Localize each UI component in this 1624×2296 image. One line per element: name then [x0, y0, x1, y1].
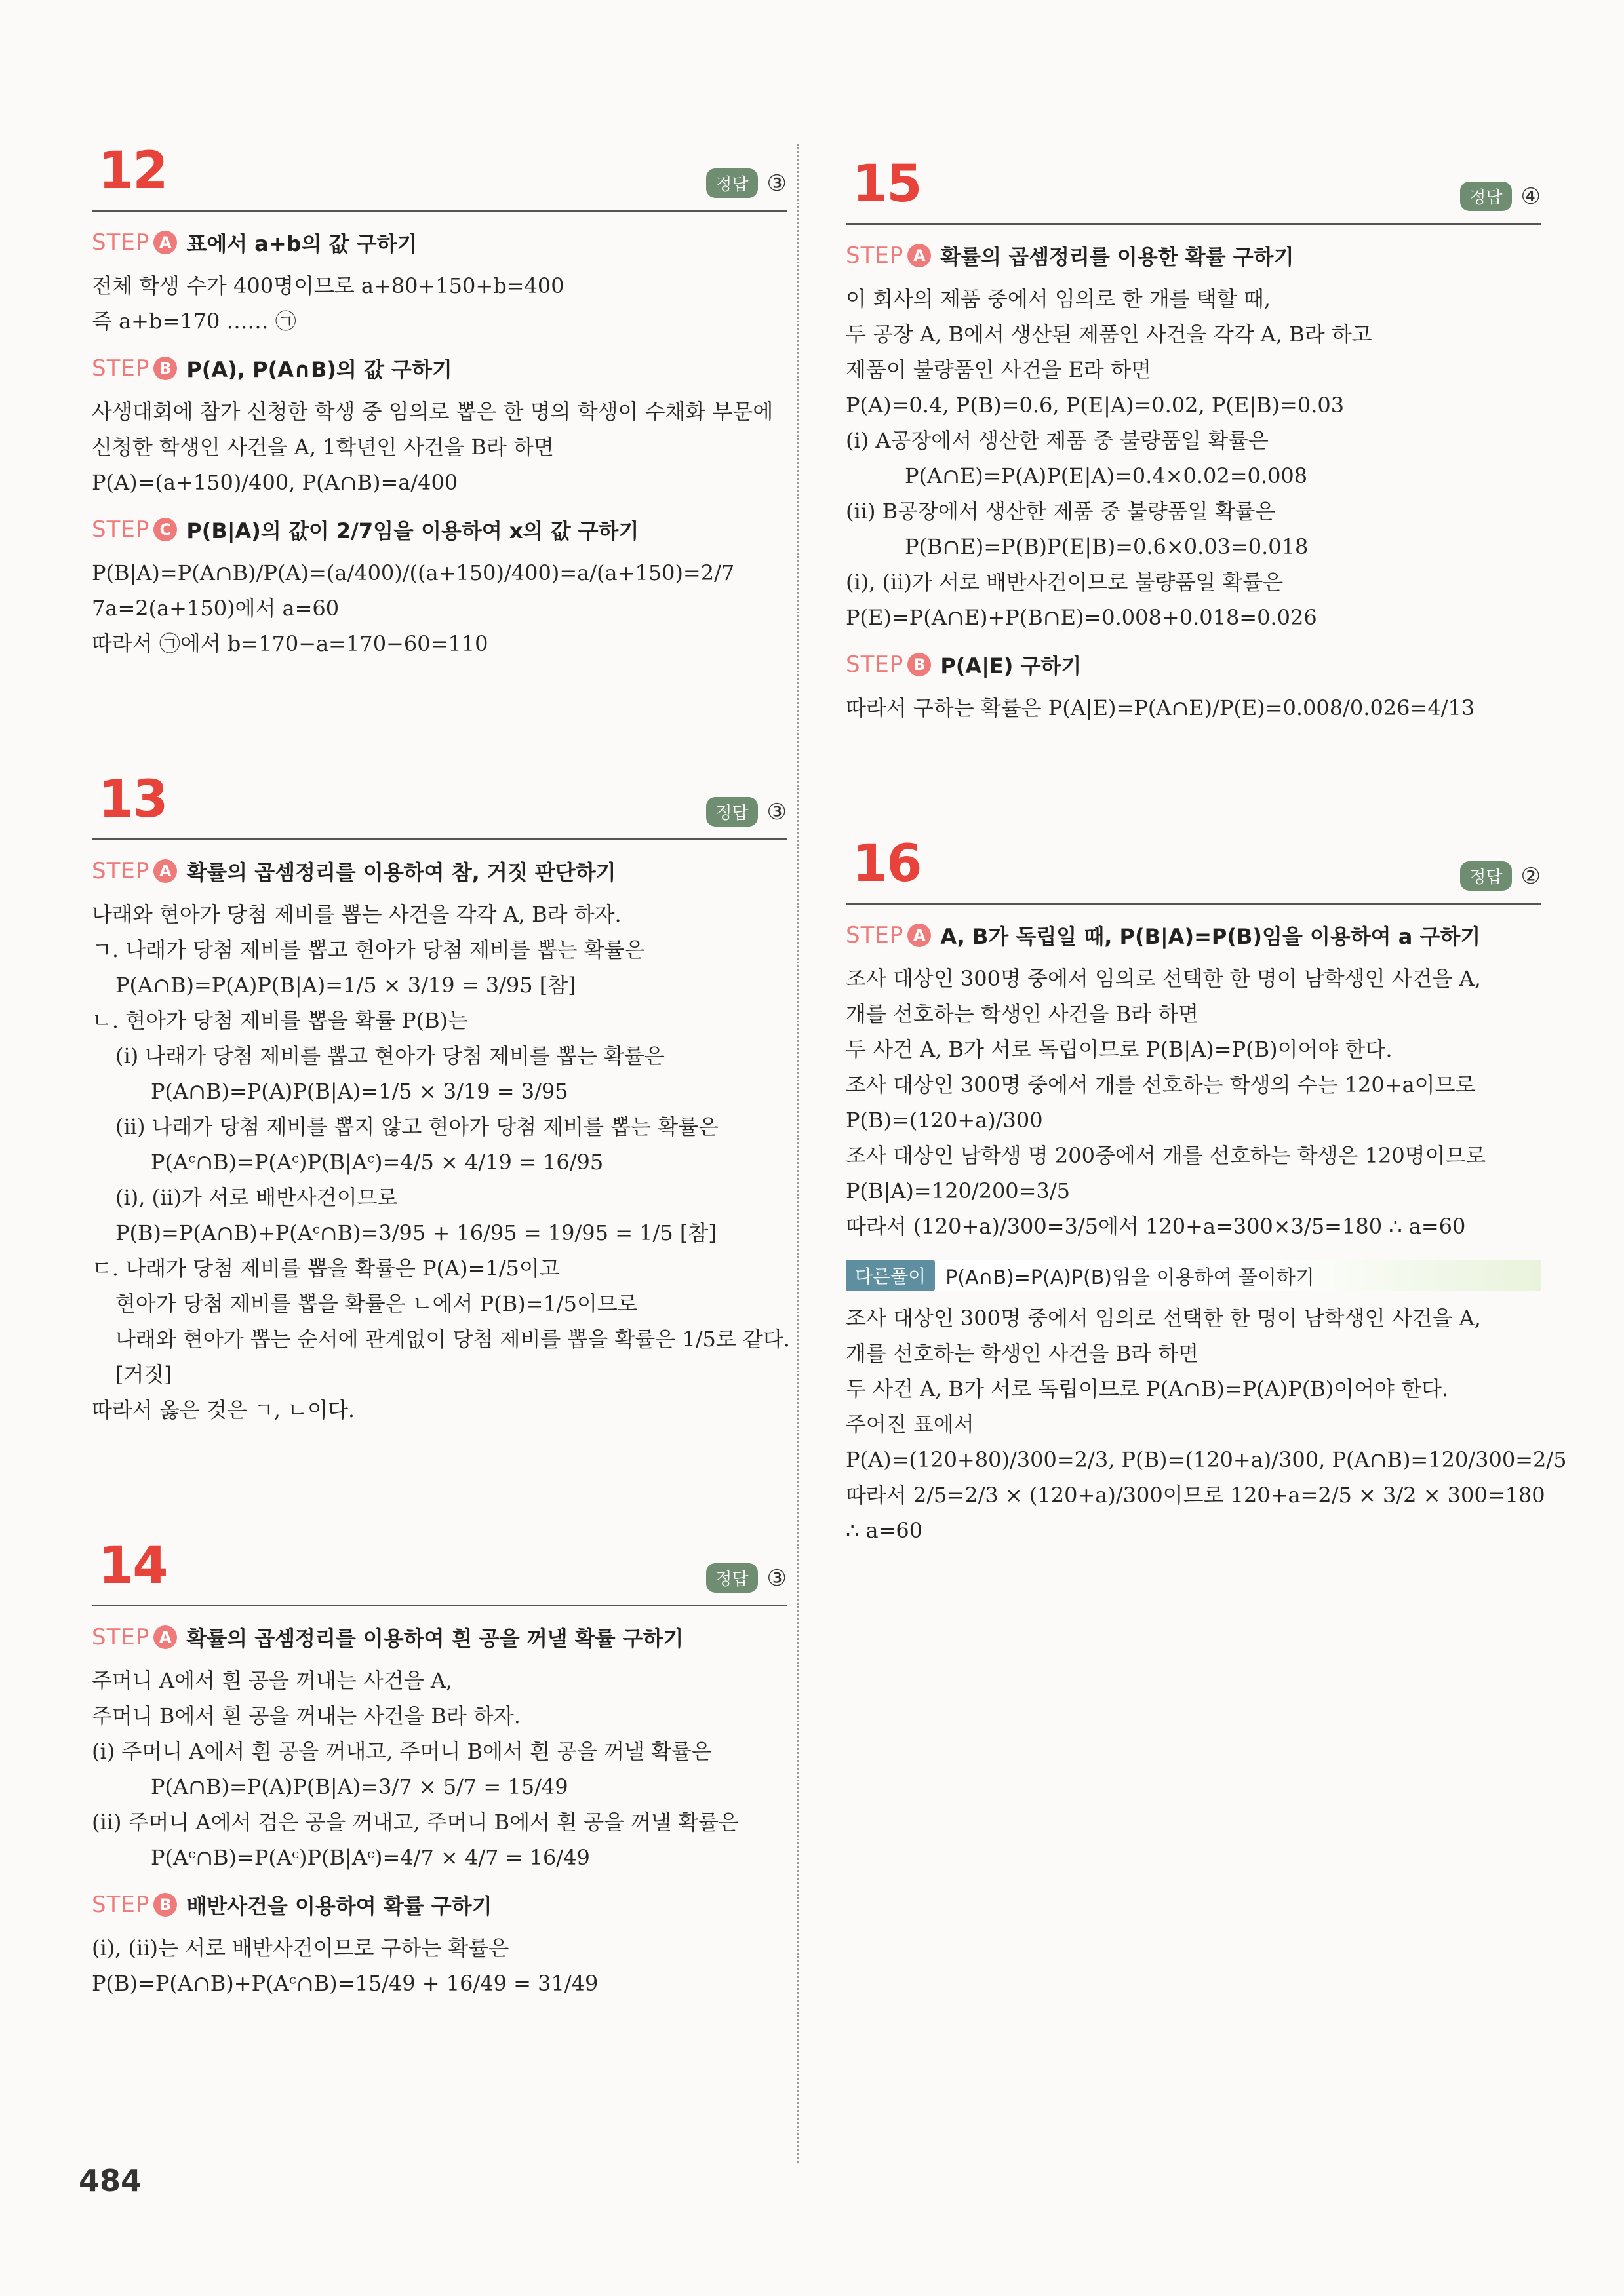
- problem-number: 13: [98, 770, 167, 829]
- step-heading: [92, 353, 787, 383]
- solution-line: P(A∩E)=P(A)P(E|A)=0.4×0.02=0.008: [905, 463, 1308, 488]
- solution-line: P(A∩B)=P(A)P(B|A)=1/5 × 3/19 = 3/95: [151, 1079, 568, 1104]
- solution-line: 즉 a+b=170 …… ㉠: [92, 309, 296, 334]
- answer-label: 정답: [706, 1563, 757, 1593]
- step-badge: A: [153, 859, 177, 883]
- solution-line: 개를 선호하는 학생인 사건을 B라 하면: [846, 1341, 1199, 1366]
- answer-label: 정답: [706, 797, 757, 827]
- solution-line: 신청한 학생인 사건을 A, 1학년인 사건을 B라 하면: [92, 435, 554, 459]
- answer-value: ②: [1520, 863, 1541, 889]
- step-title: 확률의 곱셈정리를 이용한 확률 구하기: [940, 244, 1294, 269]
- step-tag: STEP: [92, 516, 150, 543]
- step-heading: [92, 227, 787, 258]
- answer-box: [706, 797, 787, 827]
- column-divider: [797, 144, 799, 2163]
- problem-header: [92, 1526, 787, 1606]
- step-heading: [92, 515, 787, 545]
- problem-16: [846, 824, 1567, 1548]
- left-column: [92, 131, 790, 2099]
- problem-15: [846, 144, 1541, 726]
- solution-line: P(B∩E)=P(B)P(E|B)=0.6×0.03=0.018: [905, 534, 1309, 559]
- solution-line: P(Aᶜ∩B)=P(Aᶜ)P(B|Aᶜ)=4/5 × 4/19 = 16/95: [151, 1150, 604, 1175]
- answer-value: ④: [1520, 183, 1541, 210]
- answer-box: [1460, 861, 1541, 891]
- problem-14: [92, 1526, 787, 2001]
- step-tag: STEP: [92, 355, 150, 381]
- step-title: 표에서 a+b의 값 구하기: [186, 231, 418, 256]
- solution-line: [거짓]: [115, 1362, 172, 1387]
- solution-line: 전체 학생 수가 400명이므로 a+80+150+b=400: [92, 273, 564, 298]
- solution-line: (ⅰ) 주머니 A에서 흰 공을 꺼내고, 주머니 B에서 흰 공을 꺼낼 확률은: [92, 1739, 712, 1764]
- solution-line: 조사 대상인 300명 중에서 임의로 선택한 한 명이 남학생인 사건을 A,: [846, 966, 1481, 991]
- step-tag: STEP: [92, 1624, 150, 1650]
- solution-line: (ⅰ), (ⅱ)가 서로 배반사건이므로 불량품일 확률은: [846, 570, 1284, 594]
- step-heading: [92, 1622, 787, 1652]
- step-heading: [846, 650, 1541, 680]
- solution-line: 제품이 불량품인 사건을 E라 하면: [846, 357, 1151, 382]
- right-column: [846, 144, 1567, 1646]
- problem-12: [92, 131, 787, 661]
- solution-line: 7a=2(a+150)에서 a=60: [92, 596, 340, 621]
- answer-box: [1460, 182, 1541, 211]
- problem-header: [92, 131, 787, 212]
- step-badge: B: [907, 653, 931, 676]
- problem-header: [846, 144, 1541, 225]
- problem-number: 15: [852, 155, 921, 214]
- step-badge: B: [153, 357, 177, 380]
- step-tag: STEP: [846, 922, 904, 948]
- solution-line: 개를 선호하는 학생인 사건을 B라 하면: [846, 1002, 1199, 1026]
- solution-line: (ⅰ) 나래가 당첨 제비를 뽑고 현아가 당첨 제비를 뽑는 확률은: [115, 1043, 665, 1068]
- solution-line: P(A)=0.4, P(B)=0.6, P(E|A)=0.02, P(E|B)=0.03: [846, 393, 1345, 418]
- step-badge: B: [153, 1893, 177, 1917]
- answer-label: 정답: [706, 168, 757, 198]
- step-heading: [846, 920, 1541, 950]
- solution-line: P(Aᶜ∩B)=P(Aᶜ)P(B|Aᶜ)=4/7 × 4/7 = 16/49: [151, 1845, 590, 1870]
- page-number: 484: [79, 2163, 142, 2198]
- solution-line: 조사 대상인 남학생 명 200중에서 개를 선호하는 학생은 120명이므로: [846, 1143, 1486, 1168]
- solution-line: (ⅰ), (ⅱ)가 서로 배반사건이므로: [115, 1185, 398, 1210]
- solution-line: ㄷ. 나래가 당첨 제비를 뽑을 확률은 P(A)=1/5이고: [92, 1256, 560, 1281]
- problem-number: 12: [98, 142, 167, 201]
- solution-line: P(E)=P(A∩E)+P(B∩E)=0.008+0.018=0.026: [846, 605, 1317, 630]
- solution-line: 따라서 구하는 확률은 P(A|E)=P(A∩E)/P(E)=0.008/0.026=4/13: [846, 695, 1475, 720]
- solution-line: (ⅱ) 나래가 당첨 제비를 뽑지 않고 현아가 당첨 제비를 뽑는 확률은: [115, 1114, 719, 1139]
- problem-number: 14: [98, 1536, 167, 1595]
- step-tag: STEP: [92, 1892, 150, 1918]
- step-badge: A: [907, 924, 931, 947]
- solution-line: P(B)=P(A∩B)+P(Aᶜ∩B)=3/95 + 16/95 = 19/95 = 1/5 [참]: [115, 1220, 717, 1245]
- solution-line: 따라서 2/5=2/3 × (120+a)/300이므로 120+a=2/5 × 3/2 × 300=180: [846, 1483, 1545, 1508]
- solution-line: 따라서 ㉠에서 b=170−a=170−60=110: [92, 631, 488, 656]
- solution-line: 따라서 옳은 것은 ㄱ, ㄴ이다.: [92, 1397, 355, 1422]
- step-tag: STEP: [846, 243, 904, 269]
- solution-line: P(A∩B)=P(A)P(B|A)=1/5 × 3/19 = 3/95 [참]: [115, 973, 576, 998]
- solution-line: 나래와 현아가 뽑는 순서에 관계없이 당첨 제비를 뽑을 확률은 1/5로 같다.: [115, 1327, 790, 1352]
- solution-line: 나래와 현아가 당첨 제비를 뽑는 사건을 각각 A, B라 하자.: [92, 902, 622, 927]
- answer-box: [706, 168, 787, 198]
- solution-line: P(A)=(a+150)/400, P(A∩B)=a/400: [92, 470, 458, 495]
- solution-line: (ⅰ) A공장에서 생산한 제품 중 불량품일 확률은: [846, 428, 1269, 453]
- solution-line: P(B)=(120+a)/300: [846, 1108, 1043, 1133]
- solution-line: 두 사건 A, B가 서로 독립이므로 P(B|A)=P(B)이어야 한다.: [846, 1037, 1393, 1062]
- solution-line: ∴ a=60: [846, 1518, 923, 1543]
- solution-line: 두 공장 A, B에서 생산된 제품인 사건을 각각 A, B라 하고: [846, 322, 1372, 347]
- answer-label: 정답: [1460, 861, 1511, 891]
- step-badge: A: [907, 244, 931, 267]
- problem-number: 16: [852, 834, 921, 893]
- solution-line: P(A∩B)=P(A)P(B|A)=3/7 × 5/7 = 15/49: [151, 1774, 568, 1799]
- solution-line: (ⅰ), (ⅱ)는 서로 배반사건이므로 구하는 확률은: [92, 1936, 509, 1960]
- alt-solution-title: P(A∩B)=P(A)P(B)임을 이용하여 풀이하기: [945, 1266, 1315, 1289]
- step-tag: STEP: [846, 652, 904, 678]
- step-tag: STEP: [92, 229, 150, 256]
- step-heading: [92, 1890, 787, 1920]
- solution-line: P(A)=(120+80)/300=2/3, P(B)=(120+a)/300, P(A∩B)=120/300=2/5: [846, 1447, 1567, 1472]
- solution-line: (ⅱ) 주머니 A에서 검은 공을 꺼내고, 주머니 B에서 흰 공을 꺼낼 확률은: [92, 1810, 739, 1835]
- solution-line: 조사 대상인 300명 중에서 개를 선호하는 학생의 수는 120+a이므로: [846, 1072, 1476, 1097]
- step-title: P(B|A)의 값이 2/7임을 이용하여 x의 값 구하기: [186, 518, 639, 543]
- solution-line: 주어진 표에서: [846, 1412, 974, 1437]
- solution-line: ㄴ. 현아가 당첨 제비를 뽑을 확률 P(B)는: [92, 1008, 468, 1033]
- step-badge: A: [153, 231, 177, 254]
- solution-line: P(B)=P(A∩B)+P(Aᶜ∩B)=15/49 + 16/49 = 31/49: [92, 1971, 599, 1996]
- alt-solution-heading: [846, 1260, 1541, 1291]
- problem-header: [846, 824, 1541, 905]
- problem-header: [92, 760, 787, 840]
- alt-solution-tag: 다른풀이: [846, 1260, 935, 1291]
- solution-line: 현아가 당첨 제비를 뽑을 확률은 ㄴ에서 P(B)=1/5이므로: [115, 1291, 638, 1316]
- problem-13: [92, 760, 790, 1428]
- step-title: 확률의 곱셈정리를 이용하여 참, 거짓 판단하기: [186, 860, 616, 885]
- step-badge: A: [153, 1625, 177, 1649]
- solution-line: P(B|A)=120/200=3/5: [846, 1178, 1070, 1203]
- answer-value: ③: [766, 1565, 787, 1591]
- step-title: P(A), P(A∩B)의 값 구하기: [186, 357, 452, 382]
- step-title: A, B가 독립일 때, P(B|A)=P(B)임을 이용하여 a 구하기: [940, 924, 1481, 949]
- step-badge: C: [153, 518, 177, 541]
- solution-line: 사생대회에 참가 신청한 학생 중 임의로 뽑은 한 명의 학생이 수채화 부문에: [92, 399, 774, 424]
- solution-line: 주머니 B에서 흰 공을 꺼내는 사건을 B라 하자.: [92, 1703, 521, 1728]
- answer-value: ③: [766, 798, 787, 825]
- solution-line: (ⅱ) B공장에서 생산한 제품 중 불량품일 확률은: [846, 499, 1276, 524]
- solution-line: ㄱ. 나래가 당첨 제비를 뽑고 현아가 당첨 제비를 뽑는 확률은: [92, 937, 645, 962]
- solution-line: 두 사건 A, B가 서로 독립이므로 P(A∩B)=P(A)P(B)이어야 한다.: [846, 1376, 1449, 1401]
- solution-line: 따라서 (120+a)/300=3/5에서 120+a=300×3/5=180 ∴ a=60: [846, 1214, 1466, 1239]
- answer-box: [706, 1563, 787, 1593]
- step-heading: [92, 856, 787, 886]
- answer-label: 정답: [1460, 182, 1511, 211]
- solution-line: 이 회사의 제품 중에서 임의로 한 개를 택할 때,: [846, 286, 1271, 311]
- solution-line: 조사 대상인 300명 중에서 임의로 선택한 한 명이 남학생인 사건을 A,: [846, 1306, 1481, 1331]
- step-title: P(A|E) 구하기: [940, 653, 1082, 678]
- step-title: 확률의 곱셈정리를 이용하여 흰 공을 꺼낼 확률 구하기: [186, 1626, 684, 1651]
- answer-value: ③: [766, 170, 787, 197]
- step-tag: STEP: [92, 858, 150, 884]
- step-title: 배반사건을 이용하여 확률 구하기: [186, 1894, 492, 1918]
- solution-line: 주머니 A에서 흰 공을 꺼내는 사건을 A,: [92, 1668, 453, 1693]
- solution-line: P(B|A)=P(A∩B)/P(A)=(a/400)/((a+150)/400)=a/(a+150)=2/7: [92, 560, 735, 585]
- step-heading: [846, 241, 1541, 271]
